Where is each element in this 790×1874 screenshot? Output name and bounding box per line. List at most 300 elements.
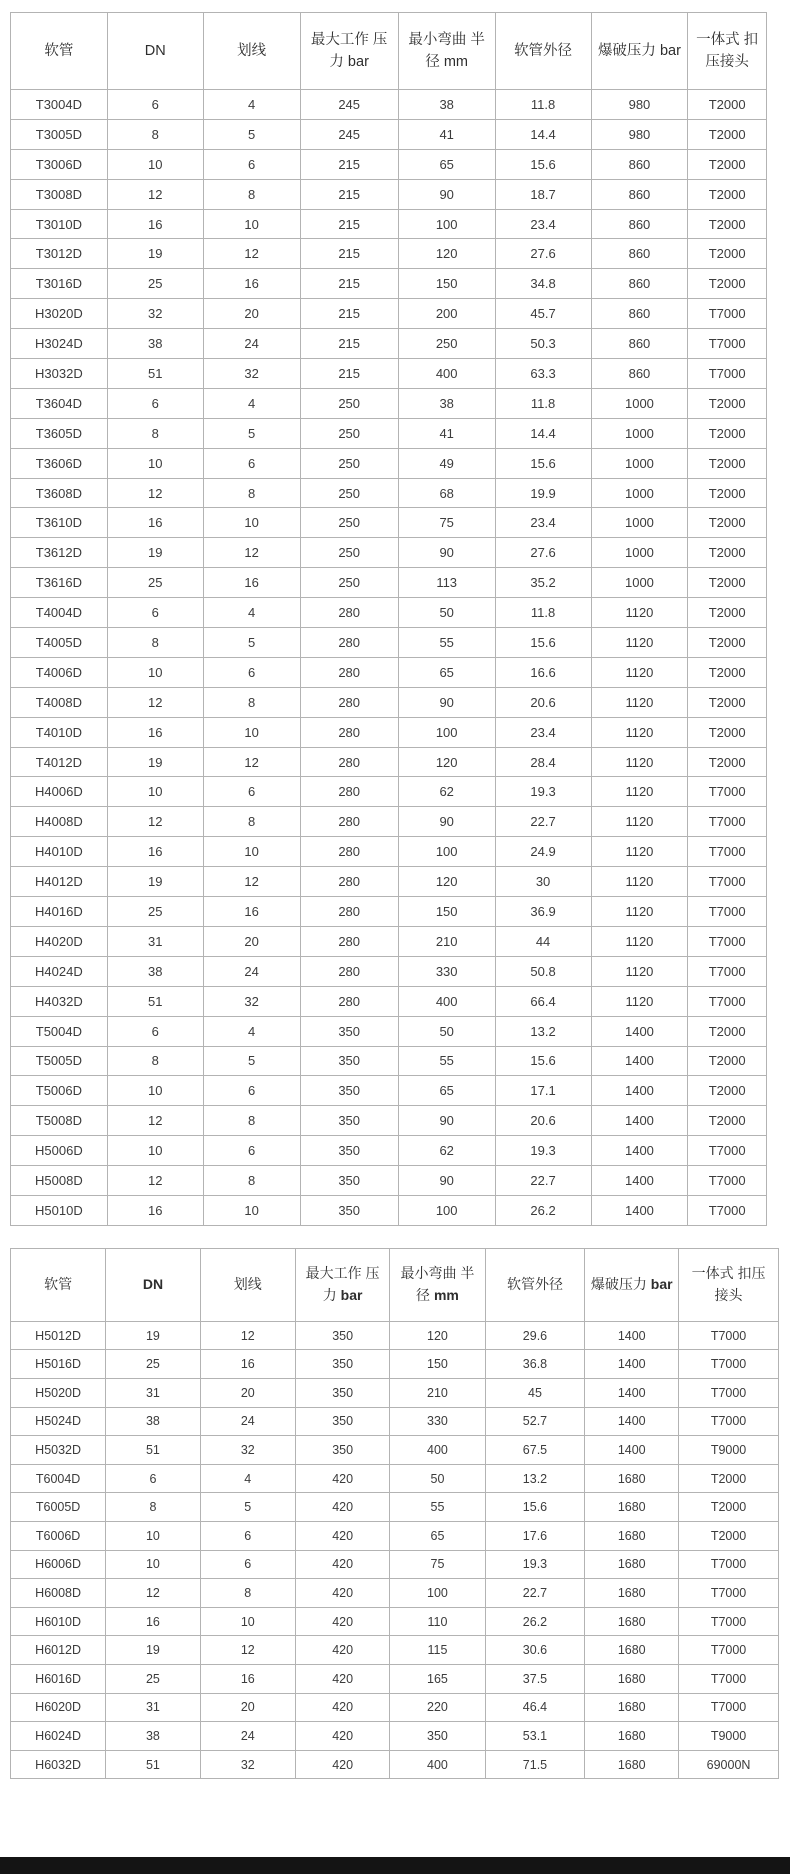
table-row — [11, 568, 767, 598]
cell-dash-size: 4 — [203, 388, 300, 418]
cell-crimp-fitting: T7000 — [679, 1350, 779, 1379]
cell-crimp-fitting: T7000 — [688, 777, 767, 807]
cell-hose-outer-diameter: 71.5 — [485, 1750, 585, 1779]
cell-dash-size: 32 — [200, 1750, 295, 1779]
cell-dash-size: 10 — [203, 209, 300, 239]
cell-burst-pressure: 1120 — [591, 807, 688, 837]
cell-max-working-pressure: 245 — [300, 119, 398, 149]
table-row — [11, 1407, 779, 1436]
table-row — [11, 1076, 767, 1106]
cell-dn: 10 — [106, 1550, 200, 1579]
cell-hose-model: T3604D — [11, 388, 108, 418]
cell-dn: 19 — [107, 538, 203, 568]
cell-dn: 31 — [106, 1379, 200, 1408]
cell-hose-outer-diameter: 50.8 — [495, 956, 591, 986]
cell-min-bend-radius: 200 — [398, 299, 495, 329]
cell-min-bend-radius: 150 — [390, 1350, 485, 1379]
cell-burst-pressure: 860 — [591, 239, 688, 269]
cell-max-working-pressure: 250 — [300, 418, 398, 448]
cell-burst-pressure: 860 — [591, 359, 688, 389]
cell-hose-model: T3616D — [11, 568, 108, 598]
cell-dn: 8 — [106, 1493, 200, 1522]
cell-dn: 25 — [107, 568, 203, 598]
cell-hose-model: T5006D — [11, 1076, 108, 1106]
cell-hose-model: H3032D — [11, 359, 108, 389]
cell-crimp-fitting: T7000 — [688, 359, 767, 389]
cell-hose-outer-diameter: 63.3 — [495, 359, 591, 389]
cell-crimp-fitting: T2000 — [688, 598, 767, 628]
cell-hose-model: T6006D — [11, 1522, 106, 1551]
cell-dn: 10 — [107, 149, 203, 179]
cell-min-bend-radius: 150 — [398, 897, 495, 927]
cell-hose-model: H4032D — [11, 986, 108, 1016]
cell-crimp-fitting: T7000 — [679, 1664, 779, 1693]
cell-burst-pressure: 1680 — [585, 1550, 679, 1579]
cell-hose-outer-diameter: 30.6 — [485, 1636, 585, 1665]
table-row — [11, 837, 767, 867]
cell-min-bend-radius: 90 — [398, 538, 495, 568]
cell-min-bend-radius: 68 — [398, 478, 495, 508]
cell-hose-outer-diameter: 46.4 — [485, 1693, 585, 1722]
cell-dash-size: 8 — [203, 1166, 300, 1196]
cell-max-working-pressure: 280 — [300, 807, 398, 837]
cell-dash-size: 24 — [200, 1407, 295, 1436]
header-cell-hose-outer-diameter: 软管外径 — [495, 13, 591, 90]
cell-burst-pressure: 1400 — [591, 1166, 688, 1196]
cell-burst-pressure: 1120 — [591, 687, 688, 717]
cell-dash-size: 32 — [203, 359, 300, 389]
cell-dash-size: 20 — [203, 926, 300, 956]
cell-burst-pressure: 1120 — [591, 867, 688, 897]
cell-hose-model: T4004D — [11, 598, 108, 628]
cell-hose-outer-diameter: 19.3 — [495, 777, 591, 807]
cell-hose-outer-diameter: 19.3 — [485, 1550, 585, 1579]
cell-burst-pressure: 1400 — [585, 1379, 679, 1408]
cell-hose-outer-diameter: 24.9 — [495, 837, 591, 867]
bottom-divider-bar — [0, 1857, 790, 1874]
cell-max-working-pressure: 215 — [300, 149, 398, 179]
cell-max-working-pressure: 280 — [300, 867, 398, 897]
cell-hose-outer-diameter: 14.4 — [495, 418, 591, 448]
cell-hose-outer-diameter: 36.9 — [495, 897, 591, 927]
cell-dn: 8 — [107, 418, 203, 448]
cell-hose-model: H6016D — [11, 1664, 106, 1693]
cell-dash-size: 12 — [203, 239, 300, 269]
cell-dash-size: 20 — [200, 1379, 295, 1408]
cell-dn: 8 — [107, 628, 203, 658]
cell-burst-pressure: 860 — [591, 329, 688, 359]
cell-dash-size: 6 — [203, 1076, 300, 1106]
cell-hose-model: H6010D — [11, 1607, 106, 1636]
cell-hose-model: H4020D — [11, 926, 108, 956]
cell-crimp-fitting: T2000 — [688, 687, 767, 717]
cell-crimp-fitting: T7000 — [679, 1550, 779, 1579]
cell-dn: 10 — [107, 777, 203, 807]
cell-min-bend-radius: 38 — [398, 388, 495, 418]
cell-dash-size: 8 — [203, 1106, 300, 1136]
cell-dn: 19 — [106, 1321, 200, 1350]
cell-dash-size: 5 — [200, 1493, 295, 1522]
cell-min-bend-radius: 120 — [398, 747, 495, 777]
cell-burst-pressure: 1000 — [591, 478, 688, 508]
cell-hose-model: T3606D — [11, 448, 108, 478]
cell-dn: 6 — [107, 388, 203, 418]
table-row — [11, 1693, 779, 1722]
cell-dn: 6 — [106, 1464, 200, 1493]
cell-min-bend-radius: 400 — [398, 986, 495, 1016]
cell-max-working-pressure: 280 — [300, 717, 398, 747]
hose-spec-table-2 — [10, 1248, 779, 1780]
cell-burst-pressure: 1120 — [591, 897, 688, 927]
cell-max-working-pressure: 350 — [295, 1350, 389, 1379]
cell-max-working-pressure: 280 — [300, 956, 398, 986]
cell-max-working-pressure: 350 — [295, 1379, 389, 1408]
cell-max-working-pressure: 420 — [295, 1664, 389, 1693]
table-row — [11, 777, 767, 807]
cell-dn: 16 — [106, 1607, 200, 1636]
cell-min-bend-radius: 330 — [390, 1407, 485, 1436]
table-row — [11, 956, 767, 986]
cell-burst-pressure: 1000 — [591, 388, 688, 418]
cell-hose-outer-diameter: 20.6 — [495, 1106, 591, 1136]
header-cell-dash-size: 划线 — [203, 13, 300, 90]
cell-max-working-pressure: 280 — [300, 657, 398, 687]
cell-hose-outer-diameter: 37.5 — [485, 1664, 585, 1693]
cell-crimp-fitting: T7000 — [688, 986, 767, 1016]
cell-min-bend-radius: 120 — [398, 867, 495, 897]
cell-dash-size: 8 — [203, 807, 300, 837]
cell-dn: 31 — [107, 926, 203, 956]
hose-spec-table-1 — [10, 12, 767, 1226]
header-cell-hose-outer-diameter: 软管外径 — [485, 1248, 585, 1321]
cell-crimp-fitting: T2000 — [688, 568, 767, 598]
cell-hose-outer-diameter: 18.7 — [495, 179, 591, 209]
cell-dn: 19 — [106, 1636, 200, 1665]
cell-crimp-fitting: T2000 — [688, 657, 767, 687]
cell-hose-model: H3024D — [11, 329, 108, 359]
header-cell-dn: DN — [106, 1248, 200, 1321]
header-cell-min-bend-radius: 最小弯曲 半径 mm — [398, 13, 495, 90]
cell-hose-outer-diameter: 26.2 — [495, 1195, 591, 1225]
cell-hose-model: T6004D — [11, 1464, 106, 1493]
cell-hose-model: H3020D — [11, 299, 108, 329]
cell-hose-outer-diameter: 66.4 — [495, 986, 591, 1016]
cell-hose-model: H5006D — [11, 1136, 108, 1166]
cell-crimp-fitting: T9000 — [679, 1722, 779, 1751]
cell-burst-pressure: 860 — [591, 179, 688, 209]
cell-min-bend-radius: 100 — [398, 1195, 495, 1225]
table-2-header-row — [11, 1248, 779, 1321]
table-row — [11, 179, 767, 209]
cell-crimp-fitting: T2000 — [688, 209, 767, 239]
cell-min-bend-radius: 62 — [398, 1136, 495, 1166]
cell-dash-size: 5 — [203, 1046, 300, 1076]
table-row — [11, 628, 767, 658]
cell-crimp-fitting: T7000 — [679, 1321, 779, 1350]
table-row — [11, 1550, 779, 1579]
cell-burst-pressure: 1400 — [591, 1136, 688, 1166]
header-cell-dash-size: 划线 — [200, 1248, 295, 1321]
cell-min-bend-radius: 220 — [390, 1693, 485, 1722]
table-row — [11, 986, 767, 1016]
cell-max-working-pressure: 215 — [300, 239, 398, 269]
cell-dash-size: 20 — [200, 1693, 295, 1722]
cell-hose-outer-diameter: 22.7 — [485, 1579, 585, 1608]
cell-min-bend-radius: 65 — [390, 1522, 485, 1551]
cell-dn: 12 — [106, 1579, 200, 1608]
cell-max-working-pressure: 350 — [295, 1407, 389, 1436]
cell-dn: 38 — [106, 1407, 200, 1436]
table-row — [11, 807, 767, 837]
cell-dash-size: 24 — [203, 329, 300, 359]
cell-min-bend-radius: 55 — [398, 628, 495, 658]
cell-dn: 12 — [107, 807, 203, 837]
cell-crimp-fitting: T2000 — [688, 717, 767, 747]
cell-max-working-pressure: 215 — [300, 299, 398, 329]
cell-max-working-pressure: 280 — [300, 897, 398, 927]
cell-dn: 51 — [107, 986, 203, 1016]
cell-hose-outer-diameter: 23.4 — [495, 717, 591, 747]
cell-dn: 10 — [107, 1136, 203, 1166]
header-cell-max-working-pressure: 最大工作 压力 bar — [295, 1248, 389, 1321]
table-row — [11, 329, 767, 359]
cell-min-bend-radius: 62 — [398, 777, 495, 807]
cell-dash-size: 6 — [203, 657, 300, 687]
table-row — [11, 1664, 779, 1693]
cell-hose-outer-diameter: 45.7 — [495, 299, 591, 329]
cell-crimp-fitting: 69000N — [679, 1750, 779, 1779]
cell-burst-pressure: 1680 — [585, 1607, 679, 1636]
cell-hose-model: T3605D — [11, 418, 108, 448]
cell-hose-outer-diameter: 11.8 — [495, 388, 591, 418]
table-row — [11, 1464, 779, 1493]
cell-max-working-pressure: 245 — [300, 90, 398, 120]
cell-hose-model: T3012D — [11, 239, 108, 269]
cell-min-bend-radius: 50 — [390, 1464, 485, 1493]
cell-crimp-fitting: T7000 — [679, 1579, 779, 1608]
cell-min-bend-radius: 115 — [390, 1636, 485, 1665]
table-1-body — [11, 90, 767, 1226]
cell-hose-model: T3612D — [11, 538, 108, 568]
cell-dn: 19 — [107, 239, 203, 269]
cell-crimp-fitting: T2000 — [688, 538, 767, 568]
header-cell-burst-pressure: 爆破压力 bar — [591, 13, 688, 90]
cell-max-working-pressure: 280 — [300, 747, 398, 777]
cell-max-working-pressure: 215 — [300, 329, 398, 359]
cell-burst-pressure: 1400 — [591, 1016, 688, 1046]
cell-max-working-pressure: 280 — [300, 926, 398, 956]
cell-dash-size: 8 — [203, 687, 300, 717]
cell-hose-outer-diameter: 11.8 — [495, 598, 591, 628]
cell-dn: 6 — [107, 598, 203, 628]
cell-max-working-pressure: 420 — [295, 1522, 389, 1551]
cell-dash-size: 10 — [203, 717, 300, 747]
cell-hose-outer-diameter: 23.4 — [495, 209, 591, 239]
cell-dn: 12 — [107, 687, 203, 717]
cell-crimp-fitting: T7000 — [679, 1693, 779, 1722]
cell-hose-outer-diameter: 14.4 — [495, 119, 591, 149]
cell-burst-pressure: 980 — [591, 90, 688, 120]
table-row — [11, 149, 767, 179]
cell-hose-outer-diameter: 17.6 — [485, 1522, 585, 1551]
cell-min-bend-radius: 90 — [398, 179, 495, 209]
cell-dash-size: 10 — [203, 508, 300, 538]
cell-max-working-pressure: 350 — [300, 1016, 398, 1046]
cell-hose-model: H5032D — [11, 1436, 106, 1465]
cell-crimp-fitting: T2000 — [688, 418, 767, 448]
table-row — [11, 299, 767, 329]
table-row — [11, 897, 767, 927]
cell-crimp-fitting: T2000 — [688, 149, 767, 179]
table-row — [11, 448, 767, 478]
table-row — [11, 1136, 767, 1166]
header-cell-max-working-pressure: 最大工作 压力 bar — [300, 13, 398, 90]
cell-crimp-fitting: T7000 — [688, 1166, 767, 1196]
table-row — [11, 1722, 779, 1751]
cell-dn: 12 — [107, 1106, 203, 1136]
cell-min-bend-radius: 50 — [398, 1016, 495, 1046]
cell-dn: 51 — [106, 1436, 200, 1465]
cell-hose-outer-diameter: 35.2 — [495, 568, 591, 598]
cell-dash-size: 12 — [200, 1321, 295, 1350]
cell-max-working-pressure: 420 — [295, 1693, 389, 1722]
cell-max-working-pressure: 280 — [300, 687, 398, 717]
cell-crimp-fitting: T2000 — [688, 508, 767, 538]
cell-min-bend-radius: 400 — [390, 1436, 485, 1465]
table-row — [11, 209, 767, 239]
cell-burst-pressure: 1000 — [591, 538, 688, 568]
table-row — [11, 119, 767, 149]
cell-dash-size: 8 — [200, 1579, 295, 1608]
cell-dash-size: 12 — [203, 747, 300, 777]
cell-hose-outer-diameter: 22.7 — [495, 1166, 591, 1196]
cell-min-bend-radius: 49 — [398, 448, 495, 478]
cell-dash-size: 24 — [200, 1722, 295, 1751]
cell-hose-model: H4024D — [11, 956, 108, 986]
table-row — [11, 1522, 779, 1551]
cell-hose-outer-diameter: 27.6 — [495, 538, 591, 568]
cell-max-working-pressure: 420 — [295, 1579, 389, 1608]
cell-hose-model: T5008D — [11, 1106, 108, 1136]
cell-dn: 31 — [106, 1693, 200, 1722]
cell-min-bend-radius: 110 — [390, 1607, 485, 1636]
cell-min-bend-radius: 150 — [398, 269, 495, 299]
cell-burst-pressure: 1680 — [585, 1636, 679, 1665]
cell-crimp-fitting: T2000 — [688, 628, 767, 658]
table-row — [11, 359, 767, 389]
cell-dash-size: 8 — [203, 179, 300, 209]
cell-hose-outer-diameter: 67.5 — [485, 1436, 585, 1465]
cell-hose-outer-diameter: 11.8 — [495, 90, 591, 120]
table-row — [11, 1046, 767, 1076]
cell-min-bend-radius: 65 — [398, 657, 495, 687]
cell-dn: 25 — [107, 269, 203, 299]
cell-dn: 16 — [107, 1195, 203, 1225]
table-row — [11, 867, 767, 897]
cell-min-bend-radius: 165 — [390, 1664, 485, 1693]
cell-crimp-fitting: T7000 — [688, 956, 767, 986]
cell-hose-model: H5016D — [11, 1350, 106, 1379]
cell-dn: 51 — [106, 1750, 200, 1779]
cell-max-working-pressure: 350 — [300, 1076, 398, 1106]
cell-dn: 51 — [107, 359, 203, 389]
cell-dn: 8 — [107, 1046, 203, 1076]
table-row — [11, 1493, 779, 1522]
table-row — [11, 239, 767, 269]
cell-crimp-fitting: T2000 — [688, 388, 767, 418]
header-cell-min-bend-radius: 最小弯曲 半径 mm — [390, 1248, 485, 1321]
cell-dash-size: 32 — [200, 1436, 295, 1465]
cell-dash-size: 16 — [203, 897, 300, 927]
cell-max-working-pressure: 350 — [300, 1195, 398, 1225]
cell-dash-size: 12 — [203, 538, 300, 568]
cell-hose-model: H5024D — [11, 1407, 106, 1436]
cell-hose-model: T5005D — [11, 1046, 108, 1076]
cell-hose-outer-diameter: 13.2 — [495, 1016, 591, 1046]
cell-max-working-pressure: 280 — [300, 598, 398, 628]
cell-burst-pressure: 1120 — [591, 926, 688, 956]
cell-dn: 16 — [107, 508, 203, 538]
cell-min-bend-radius: 120 — [390, 1321, 485, 1350]
cell-max-working-pressure: 250 — [300, 538, 398, 568]
cell-crimp-fitting: T7000 — [688, 329, 767, 359]
cell-min-bend-radius: 100 — [398, 717, 495, 747]
cell-crimp-fitting: T2000 — [688, 1076, 767, 1106]
cell-max-working-pressure: 250 — [300, 508, 398, 538]
cell-max-working-pressure: 280 — [300, 628, 398, 658]
table-row — [11, 1750, 779, 1779]
cell-dash-size: 20 — [203, 299, 300, 329]
cell-min-bend-radius: 400 — [398, 359, 495, 389]
cell-burst-pressure: 860 — [591, 209, 688, 239]
cell-min-bend-radius: 41 — [398, 119, 495, 149]
cell-dash-size: 6 — [203, 448, 300, 478]
header-cell-hose-model: 软管 — [11, 13, 108, 90]
cell-dn: 19 — [107, 867, 203, 897]
cell-crimp-fitting: T7000 — [688, 867, 767, 897]
cell-dn: 19 — [107, 747, 203, 777]
cell-max-working-pressure: 420 — [295, 1750, 389, 1779]
cell-burst-pressure: 860 — [591, 299, 688, 329]
cell-crimp-fitting: T9000 — [679, 1436, 779, 1465]
cell-min-bend-radius: 350 — [390, 1722, 485, 1751]
cell-min-bend-radius: 65 — [398, 149, 495, 179]
cell-dash-size: 10 — [200, 1607, 295, 1636]
cell-crimp-fitting: T7000 — [688, 897, 767, 927]
cell-min-bend-radius: 75 — [390, 1550, 485, 1579]
table-row — [11, 747, 767, 777]
cell-hose-model: H6006D — [11, 1550, 106, 1579]
table-row — [11, 538, 767, 568]
cell-min-bend-radius: 330 — [398, 956, 495, 986]
cell-dn: 16 — [107, 209, 203, 239]
cell-min-bend-radius: 90 — [398, 687, 495, 717]
table-row — [11, 687, 767, 717]
cell-dash-size: 6 — [200, 1522, 295, 1551]
cell-hose-model: H5008D — [11, 1166, 108, 1196]
cell-burst-pressure: 1120 — [591, 598, 688, 628]
cell-min-bend-radius: 90 — [398, 807, 495, 837]
cell-dn: 10 — [107, 1076, 203, 1106]
cell-hose-model: H4012D — [11, 867, 108, 897]
cell-max-working-pressure: 280 — [300, 986, 398, 1016]
cell-hose-model: T4010D — [11, 717, 108, 747]
cell-hose-model: T6005D — [11, 1493, 106, 1522]
cell-crimp-fitting: T2000 — [688, 179, 767, 209]
cell-hose-model: T4006D — [11, 657, 108, 687]
cell-crimp-fitting: T2000 — [688, 1016, 767, 1046]
cell-dash-size: 8 — [203, 478, 300, 508]
